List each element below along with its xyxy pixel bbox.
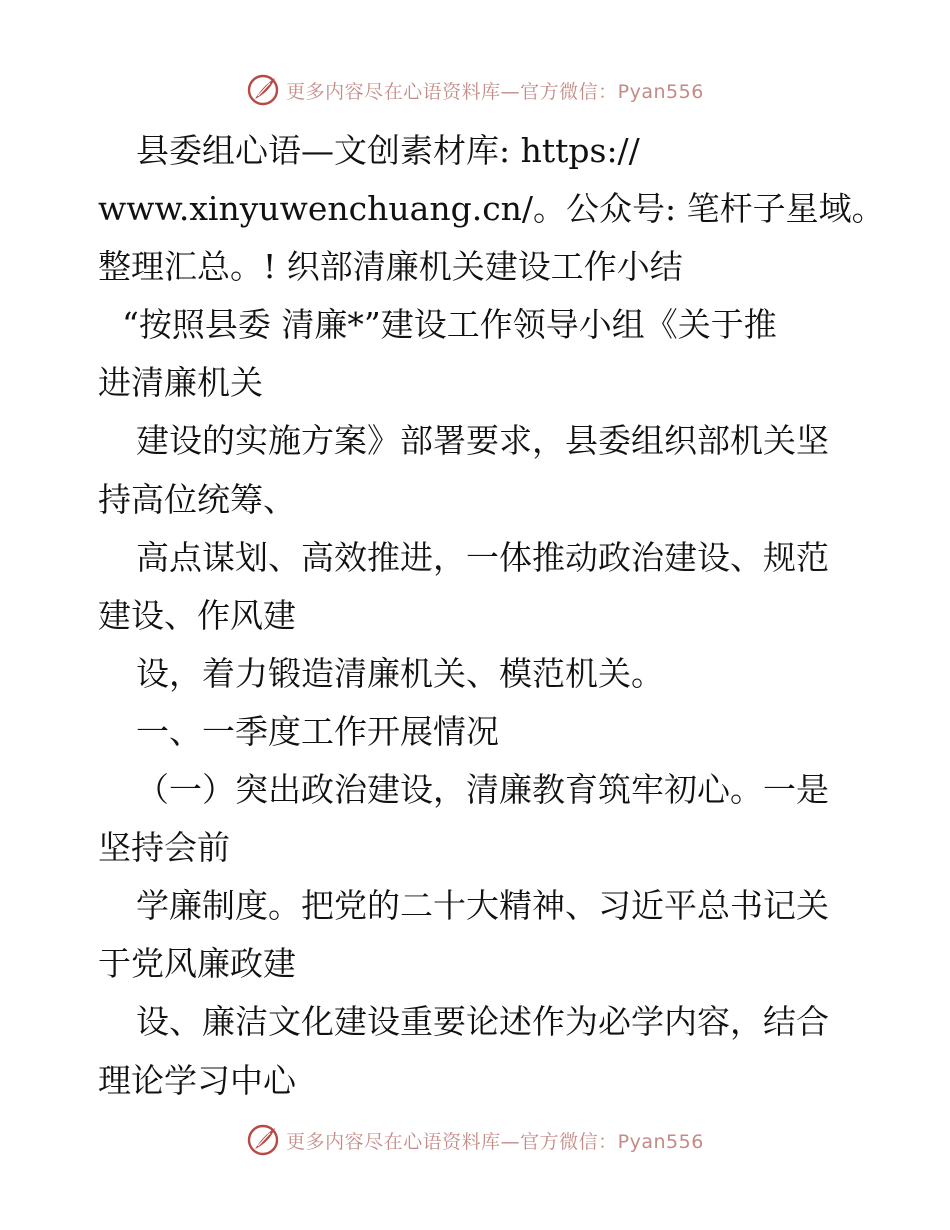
text-line: 建设、作风建 [98, 595, 296, 635]
subsection-heading: （一）突出政治建设，清廉教育筑牢初心。一是 [136, 770, 829, 810]
text-line: 理论学习中心 [98, 1060, 296, 1100]
text-line: 县委组心语—文创素材库: https:// [136, 131, 640, 170]
header-banner-text: 更多内容尽在心语资料库—官方微信：Pyan556 [286, 80, 704, 103]
text-line: 于党风廉政建 [98, 944, 296, 984]
text-line: 设、廉洁文化建设重要论述作为必学内容，结合 [136, 1002, 829, 1042]
document-body [98, 122, 885, 1110]
footer-banner [0, 1120, 950, 1160]
text-line: “按照县委 清廉*”建设工作领导小组《关于推 [122, 305, 777, 345]
text-line: 整理汇总。! 织部清廉机关建设工作小结 [98, 247, 683, 287]
header-banner [0, 70, 950, 110]
text-line: 建设的实施方案》部署要求，县委组织部机关坚 [136, 421, 829, 461]
text-line: 高点谋划、高效推进，一体推动政治建设、规范 [136, 537, 829, 577]
feather-pen-logo-icon [246, 73, 280, 107]
feather-pen-logo-icon [246, 1123, 280, 1157]
text-line: www.xinyuwenchuang.cn/。公众号: 笔杆子星域。 [98, 189, 885, 229]
text-line: 设，着力锻造清廉机关、模范机关。 [136, 653, 664, 693]
text-line: 进清廉机关 [98, 363, 263, 403]
section-heading: 一、一季度工作开展情况 [136, 711, 499, 751]
footer-banner-text: 更多内容尽在心语资料库—官方微信：Pyan556 [286, 1130, 704, 1153]
text-line: 坚持会前 [98, 828, 230, 868]
text-line: 持高位统筹、 [98, 479, 296, 519]
text-line: 学廉制度。把党的二十大精神、习近平总书记关 [136, 886, 829, 926]
